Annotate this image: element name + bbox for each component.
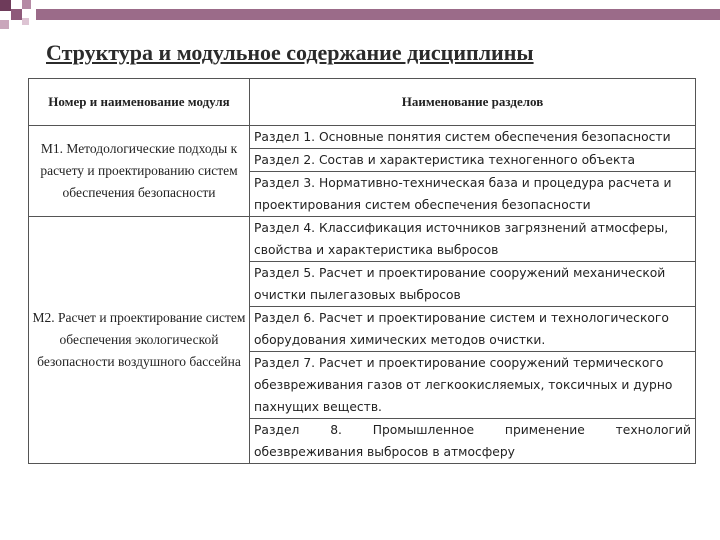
modules-table — [28, 78, 696, 464]
header-sections: Наименование разделов — [250, 79, 696, 126]
section-8 — [250, 419, 696, 464]
decor-square — [22, 18, 29, 25]
section-1: Раздел 1. Основные понятия систем обеспечения безопасности — [250, 126, 696, 149]
table-row — [29, 126, 696, 149]
module-2-name: М2. Расчет и проектирование систем обеспечения экологической безопасности воздушного бассейна — [29, 217, 250, 464]
decor-square — [0, 0, 11, 11]
section-7: Раздел 7. Расчет и проектирование сооружений термического обезвреживания газов от легкоокисляемых, токсичных и дурно пахнущих веществ. — [250, 352, 696, 419]
header-bar — [36, 9, 720, 20]
module-1-name: М1. Методологические подходы к расчету и проектированию систем обеспечения безопасности — [29, 126, 250, 217]
section-8-word: Раздел — [254, 423, 300, 437]
section-4: Раздел 4. Классификация источников загрязнений атмосферы, свойства и характеристика выбросов — [250, 217, 696, 262]
decor-square — [11, 9, 22, 20]
section-5: Раздел 5. Расчет и проектирование сооружений механической очистки пылегазовых выбросов — [250, 262, 696, 307]
section-6: Раздел 6. Расчет и проектирование систем и технологического оборудования химических методов очистки. — [250, 307, 696, 352]
section-8-line-1 — [254, 419, 691, 441]
section-8-word: Промышленное — [372, 423, 475, 437]
section-8-word: 8. — [330, 423, 342, 437]
table-row — [29, 217, 696, 262]
page-title: Структура и модульное содержание дисциплины — [46, 40, 534, 65]
decor-square — [22, 0, 31, 9]
header-module: Номер и наименование модуля — [29, 79, 250, 126]
decor-square — [0, 20, 9, 29]
section-8-line-2: обезвреживания выбросов в атмосферу — [254, 445, 515, 459]
table-header-row — [29, 79, 696, 126]
section-8-word: применение — [504, 423, 585, 437]
section-8-word: технологий — [615, 423, 691, 437]
section-3: Раздел 3. Нормативно-техническая база и процедура расчета и проектирования систем обеспечения безопасности — [250, 172, 696, 217]
section-2: Раздел 2. Состав и характеристика техногенного объекта — [250, 149, 696, 172]
